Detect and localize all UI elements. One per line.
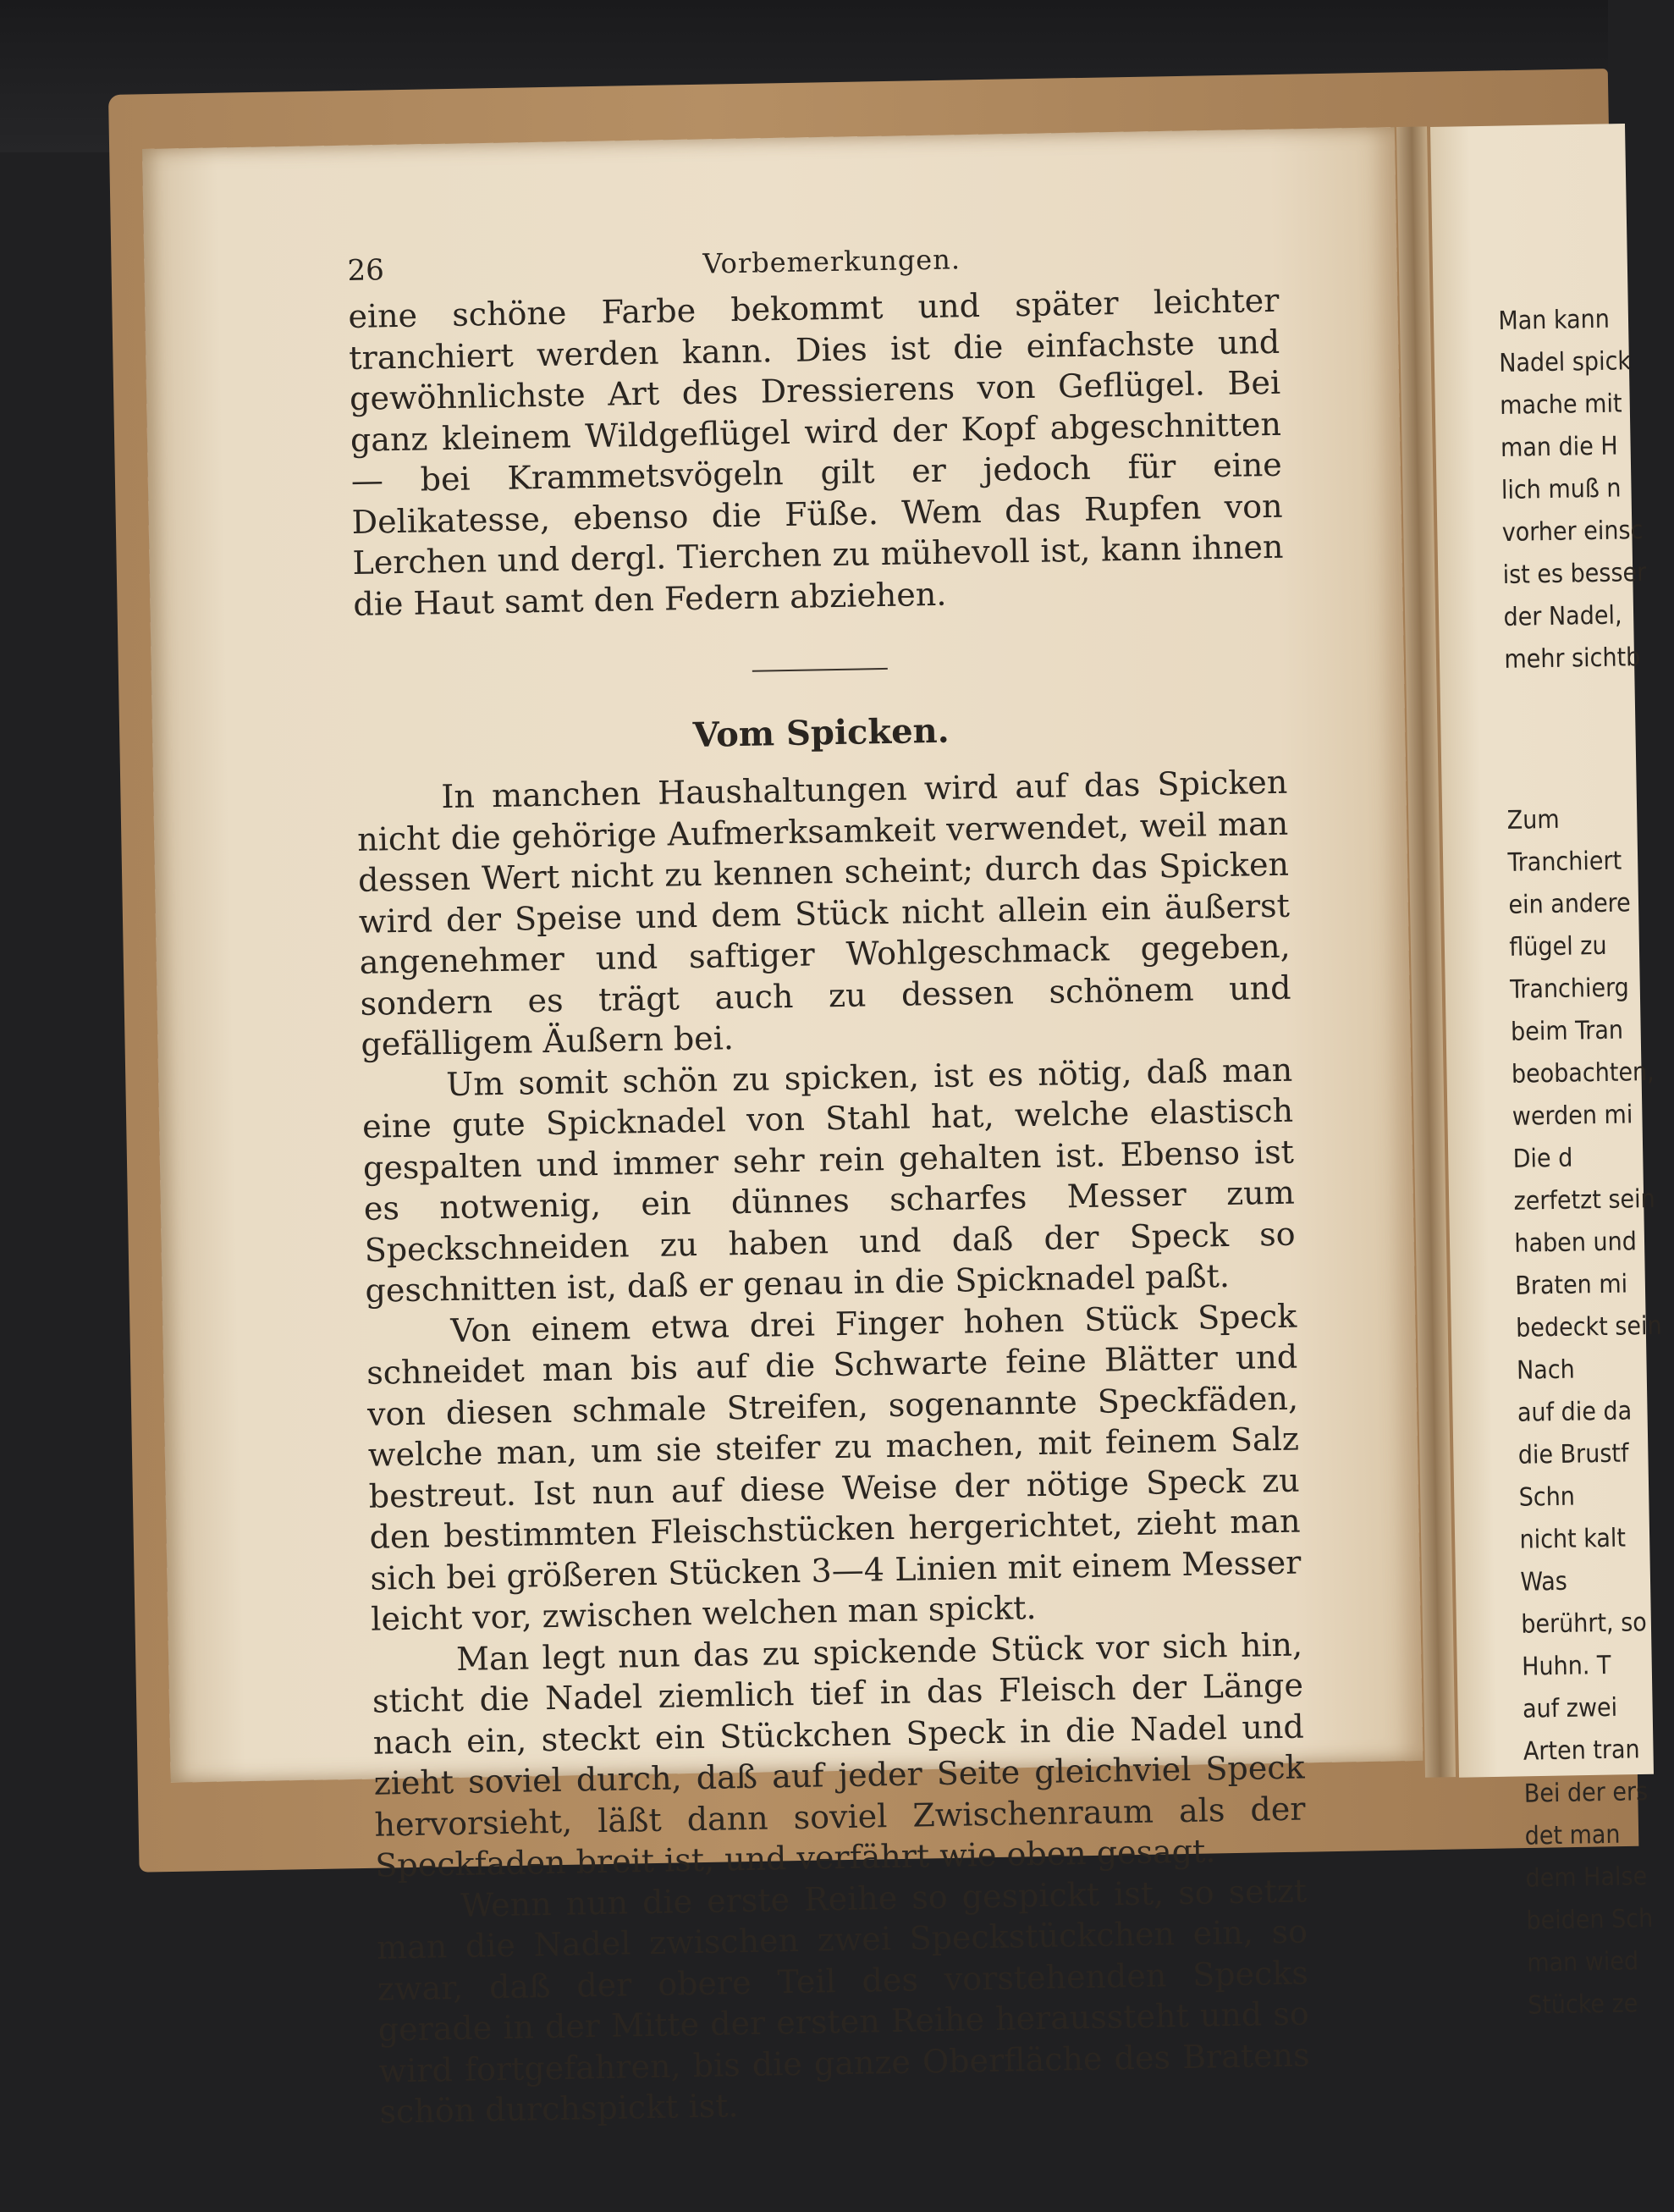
right-line: ist es besser bbox=[1502, 557, 1647, 590]
right-line: Huhn. T bbox=[1521, 1650, 1611, 1682]
right-line: Stücke ze bbox=[1527, 1989, 1638, 2021]
right-line: man die H bbox=[1500, 431, 1618, 463]
right-line: beiden Sch bbox=[1526, 1904, 1654, 1936]
right-line: auf die da bbox=[1517, 1396, 1633, 1428]
right-line: Nach bbox=[1516, 1354, 1576, 1386]
left-page-text bbox=[347, 229, 1311, 2132]
right-line: bedeckt sein bbox=[1515, 1310, 1662, 1343]
right-gap bbox=[1505, 680, 1616, 800]
right-line: Zum bbox=[1506, 804, 1560, 836]
right-line: Tranchierg bbox=[1509, 973, 1630, 1005]
right-line: Man kann bbox=[1498, 304, 1611, 336]
right-line: lich muß n bbox=[1501, 473, 1622, 505]
section-title: Vom Spicken. bbox=[692, 710, 950, 755]
right-line: werden mi bbox=[1512, 1100, 1633, 1132]
right-line: mache mit bbox=[1499, 389, 1622, 421]
right-line: der Nadel, bbox=[1503, 600, 1622, 632]
right-line: flügel zu bbox=[1509, 930, 1607, 963]
right-line: haben und bbox=[1514, 1227, 1638, 1259]
right-line: Braten mi bbox=[1515, 1269, 1628, 1301]
right-line: Schn bbox=[1518, 1481, 1576, 1513]
right-line: beim Tran bbox=[1510, 1015, 1624, 1047]
right-line: mehr sichtb bbox=[1504, 643, 1641, 675]
right-lines-bottom bbox=[1506, 798, 1662, 2027]
right-line: berührt, so bbox=[1520, 1608, 1648, 1640]
intro-paragraph: eine schöne Farbe bekommt und später leichter tranchiert werden kann. Dies ist die einfachste und gewöhnlichste Art des Dressierens von Geflügel. Bei ganz kleinem Wildgeflügel wird der Kopf abgeschnitten — bei Krammetsvögeln gilt er jedoch für eine Delikatesse, ebenso die Füße. Wem das Rupfen von Lerchen und dergl. Tierchen zu mühevoll ist, kann ihnen die Haut samt den Federn abziehen. bbox=[348, 281, 1284, 623]
right-line: ein andere bbox=[1508, 888, 1631, 920]
body-paragraph: Um somit schön zu spicken, ist es nötig, daß man eine gute Spicknadel von Stahl hat, welche elastisch gespalten und immer sehr rein gehalten ist. Ebenso ist es notwenig, ein dünnes scharfes Messer zum Speckschneiden zu haben und daß der Speck so geschnitten ist, daß er genau in die Spicknadel paßt. bbox=[361, 1051, 1296, 1310]
body-paragraph: Man legt nun das zu spickende Stück vor sich hin, sticht die Nadel ziemlich tief in das Fleisch der Länge nach ein, steckt ein Stückchen Speck in die Nadel und zieht soviel durch, daß auf jeder Seite gleichviel Speck hervorsieht, läßt dann soviel Zwischenraum als der Speckfaden breit ist, und verfährt wie oben gesagt. bbox=[372, 1625, 1306, 1884]
right-line: vorher einsc bbox=[1501, 516, 1644, 548]
right-line: Was bbox=[1520, 1566, 1568, 1597]
right-line: Tranchiert bbox=[1507, 846, 1622, 878]
right-line: auf zwei bbox=[1522, 1692, 1618, 1724]
right-line: zerfetzt sein bbox=[1513, 1183, 1655, 1216]
right-line: Die d bbox=[1512, 1143, 1573, 1174]
right-line: nicht kalt bbox=[1519, 1523, 1627, 1555]
right-line: Bei der ers bbox=[1523, 1777, 1649, 1809]
page-number: 26 bbox=[347, 253, 385, 288]
body-paragraph: Von einem etwa drei Finger hohen Stück Speck schneidet man bis auf die Schwarte feine Blätter und von diesen schmale Streifen, sogenannte Speckfäden, welche man, um sie steifer zu machen, mit feinem Salz bestreut. Ist nun auf diese Weise der nötige Speck zu den bestimmten Fleischstücken hergerichtet, zieht man sich bei größeren Stücken 3—4 Linien mit einem Messer leicht vor, zwischen welchen man spickt. bbox=[366, 1297, 1302, 1638]
right-line: beobachten, bbox=[1511, 1056, 1655, 1089]
right-line: die Brustf bbox=[1517, 1438, 1629, 1470]
section-divider bbox=[752, 668, 888, 672]
right-line: Nadel spick bbox=[1498, 346, 1632, 378]
right-line: dem Halse bbox=[1525, 1862, 1648, 1894]
right-lines-top bbox=[1498, 299, 1647, 681]
right-line: man wied bbox=[1526, 1946, 1639, 1978]
body-paragraph: In manchen Haushaltungen wird auf das Spicken nicht die gehörige Aufmerksamkeit verwendet, weil man dessen Wert nicht zu kennen scheint; durch das Spicken wird der Speise und dem Stück nicht allein ein äußerst angenehmer und saftiger Wohlgeschmack gegeben, sondern es trägt auch zu dessen schönem und gefälligem Äußern bei. bbox=[356, 763, 1291, 1063]
body-paragraph: Wenn nun die erste Reihe so gespickt ist, so setzt man die Nadel zwischen zwei Speckstückchen ein, so zwar, daß der obere Teil des vorstehenden Specks gerade in der Mitte der ersten Reihe heraussteht und so wird fortgefahren, bis die ganze Oberfläche des Bratens schön durchspickt ist. bbox=[376, 1872, 1310, 2131]
right-line: det man bbox=[1524, 1819, 1621, 1851]
right-line: Arten tran bbox=[1523, 1735, 1640, 1767]
running-head: Vorbemerkungen. bbox=[702, 243, 961, 280]
